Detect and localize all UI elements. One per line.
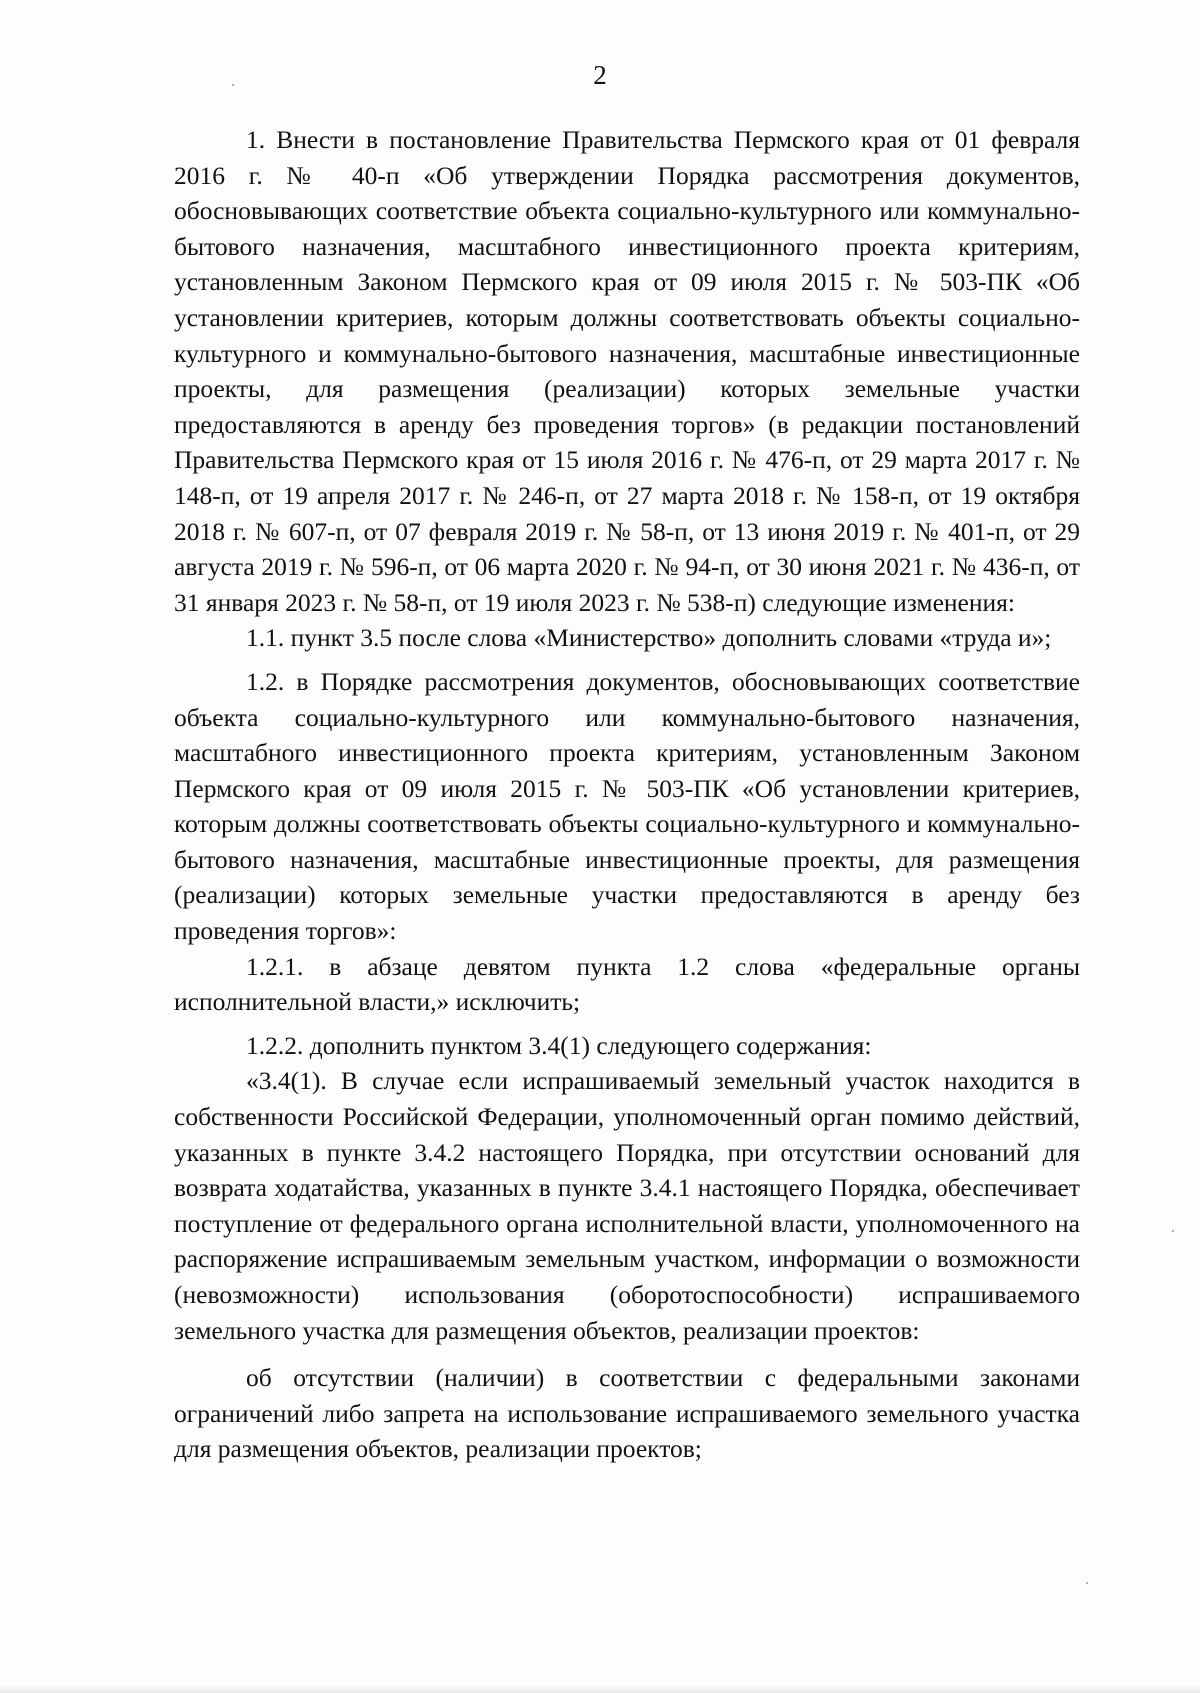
paragraph-3-4-1: «3.4(1). В случае если испрашиваемый земельный участок находится в собственности Российской Федерации, уполномоченный орган помимо действий, указанных в пункте 3.4.2 настоящего Порядка, при отсутствии оснований для возврата ходатайства, указанных в пункте 3.4.1 настоящего Порядка, обеспечивает поступление от федерального органа исполнительной власти, уполномоченного на распоряжение испрашиваемым земельным участком, информации о возможности (невозможности) использования (оборотоспособности) испрашиваемого земельного участка для размещения объектов, реализации проектов: [174,1066,1080,1345]
paragraph-absence-restrictions: об отсутствии (наличии) в соответствии с федеральными законами ограничений либо запрета на использование испрашиваемого земельного участка для размещения объектов, реализации проектов; [174,1363,1080,1464]
document-body [174,122,1080,1467]
scan-speck [1172,1230,1174,1232]
scan-speck [232,84,234,86]
page-number: 2 [593,60,607,90]
scan-speck [1086,1582,1088,1584]
paragraph-1-1: 1.1. пункт 3.5 после слова «Министерство» дополнить словами «труда и»; [246,623,1052,653]
paragraph-1-2-1: 1.2.1. в абзаце девятом пункта 1.2 слова «федеральные органы исполнительной власти,» исключить; [174,951,1080,1017]
scan-edge [0,1685,1200,1693]
paragraph-1-2: 1.2. в Порядке рассмотрения документов, обосновывающих соответствие объекта социально-культурного или коммунально-бытового назначения, масштабного инвестиционного проекта критериям, установленным Законом Пермского края от 09 июля 2015 г. № 503-ПК «Об установлении критериев, которым должны соответствовать объекты социально-культурного и коммунально-бытового назначения, масштабные инвестиционные проекты, для размещения (реализации) которых земельные участки предоставляются в аренду без проведения торгов»: [174,666,1080,946]
paragraph-1: 1. Внести в постановление Правительства Пермского края от 01 февраля 2016 г. № 40-п «Об утверждении Порядка рассмотрения документов, обосновывающих соответствие объекта социально-культурного или коммунально-бытового назначения, масштабного инвестиционного проекта критериям, установленным Законом Пермского края от 09 июля 2015 г. № 503-ПК «Об установлении критериев, которым должны соответствовать объекты социально-культурного и коммунально-бытового назначения, масштабные инвестиционные проекты, для размещения (реализации) которых земельные участки предоставляются в аренду без проведения торгов» (в редакции постановлений Правительства Пермского края от 15 июля 2016 г. № 476-п, от 29 марта 2017 г. № 148-п, от 19 апреля 2017 г. № 246-п, от 27 марта 2018 г. № 158-п, от 19 октября 2018 г. № 607-п, от 07 февраля 2019 г. № 58-п, от 13 июня 2019 г. № 401-п, от 29 августа 2019 г. № 596-п, от 06 марта 2020 г. № 94-п, от 30 июня 2021 г. № 436-п, от 31 января 2023 г. № 58-п, от 19 июля 2023 г. № 538-п) следующие изменения: [174,125,1080,617]
paragraph-1-2-2: 1.2.2. дополнить пунктом 3.4(1) следующего содержания: [246,1030,872,1060]
